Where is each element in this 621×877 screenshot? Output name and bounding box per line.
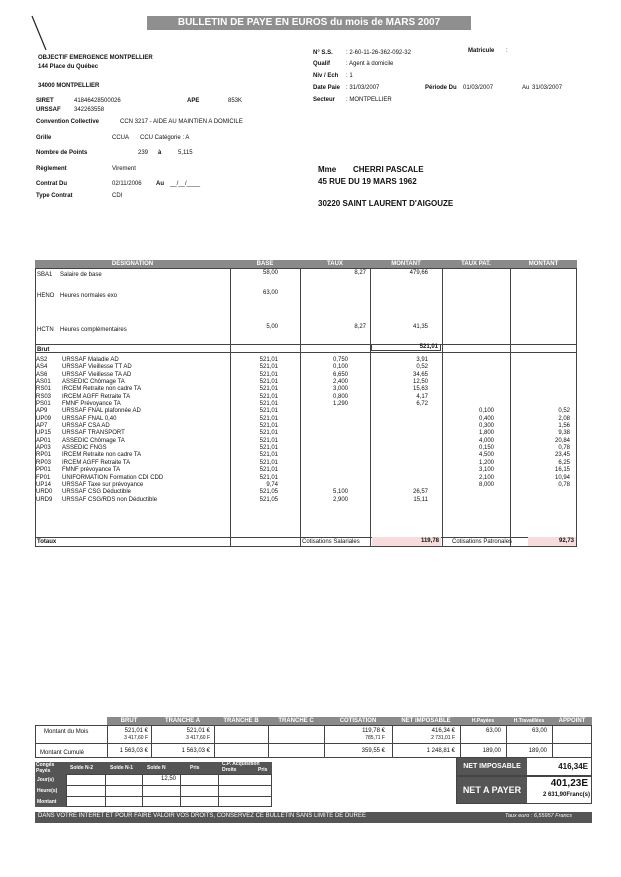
cotisation-label: URSSAF CSG/RDS non Déductible — [62, 496, 158, 503]
ape-label: APE — [187, 98, 200, 104]
urssaf-value: 342263558 — [74, 107, 105, 113]
cotisation-mpat: 6,25 — [558, 459, 570, 466]
cotisation-mpat: 9,38 — [558, 430, 570, 437]
type-label: Type Contrat — [36, 193, 73, 199]
sum-mois-cotis-f: 785,71 F — [365, 735, 385, 741]
cotisation-base: 521,05 — [259, 489, 278, 496]
cotis-montantspat — [512, 357, 570, 504]
cotisation-mpat: 0,78 — [558, 445, 570, 452]
cotisation-taux — [302, 452, 348, 459]
cotisation-mpat — [512, 379, 570, 386]
sum-cotisation-header: COTISATION — [324, 717, 392, 725]
cotisation-code: AS01 — [36, 379, 51, 386]
points-from: 239 — [138, 150, 149, 156]
cotisation-mpat: 10,94 — [554, 474, 570, 481]
sum-hpayees-header: H.Payées — [460, 717, 506, 725]
cotisation-tpat: 0,300 — [478, 423, 494, 430]
periode-label: Période Du — [425, 85, 457, 91]
cotisation-montant — [372, 482, 428, 489]
cotisation-base: 521,01 — [259, 408, 278, 415]
cotisation-mpat: 0,52 — [558, 408, 570, 415]
cotisation-montant: 15,63 — [412, 386, 428, 393]
cotisation-code: AS4 — [36, 364, 48, 371]
conges-row-heures: Heure(s) — [37, 788, 58, 794]
cotisation-montant: 0,52 — [416, 364, 428, 371]
cotisation-code: UP09 — [36, 415, 52, 422]
cotisation-montant — [372, 408, 428, 415]
cotisation-base: 521,01 — [259, 430, 278, 437]
totaux-label: Totaux — [37, 539, 57, 545]
conges-col-n: Solde N — [147, 765, 166, 771]
line-base: 5,00 — [266, 324, 278, 330]
sum-cumul-brut: 1 563,03 € — [119, 748, 148, 754]
cotisation-tpat: 1,200 — [478, 459, 494, 466]
cotisation-label: URSSAF Vieillesse TA AD — [62, 371, 132, 378]
cotisation-taux — [302, 445, 348, 452]
siret-value: 41846428500026 — [74, 98, 121, 104]
employer-city: 34000 MONTPELLIER — [38, 83, 100, 89]
cotisation-montant — [372, 460, 428, 467]
sum-mois-brut: 521,01 € — [124, 728, 148, 734]
cotisation-base: 521,01 — [259, 459, 278, 466]
line-label: Heures normales exo — [60, 293, 118, 299]
cotis-tauxpat — [444, 357, 494, 504]
col-taux-header: TAUX — [300, 260, 370, 268]
cotisation-tpat: 4,000 — [478, 437, 494, 444]
line-base: 63,00 — [262, 290, 278, 296]
cotisation-tpat: 4,500 — [478, 452, 494, 459]
cotisation-tpat — [444, 401, 494, 408]
cotisation-tpat: 2,100 — [478, 474, 494, 481]
sum-mois-hpayees: 63,00 — [485, 728, 501, 734]
cotisation-tpat — [444, 379, 494, 386]
cotisation-mpat — [512, 394, 570, 401]
contrat-label: Contrat Du — [36, 181, 67, 187]
cotisation-mpat — [512, 489, 570, 496]
cotisation-taux: 0,100 — [332, 364, 348, 371]
cotisation-base: 521,01 — [259, 386, 278, 393]
cotisation-tpat: 0,100 — [478, 408, 494, 415]
cotis-sal-label: Cotisations Salariales — [302, 539, 360, 545]
cotisation-label: URSSAF CSA AD — [62, 423, 110, 430]
cotis-pat-value: 92,73 — [528, 537, 576, 546]
cotisation-taux — [302, 416, 348, 423]
reglement-label: Règlement — [36, 166, 67, 172]
cotisation-base: 521,01 — [259, 437, 278, 444]
cotisation-mpat — [512, 497, 570, 504]
footer-notice: DANS VOTRE INTERET ET POUR FAIRE VALOIR VOS DROITS, CONSERVEZ CE BULLETIN SANS LIMITE DE DUREE — [38, 813, 366, 819]
conges-col-n1: Solde N-1 — [110, 765, 134, 771]
cp-col-droits: Droits — [222, 767, 237, 773]
cotisation-taux: 1,290 — [332, 401, 348, 408]
cotisation-taux: 2,400 — [332, 379, 348, 386]
cotisation-label: ASSEDIC Chômage TA — [62, 379, 125, 386]
cotisation-taux — [302, 460, 348, 467]
cotisation-code: AS6 — [36, 371, 48, 378]
cotisation-taux — [302, 423, 348, 430]
conges-row-montant: Montant — [37, 799, 57, 805]
cotisation-taux — [302, 430, 348, 437]
cotisation-taux: 2,900 — [332, 496, 348, 503]
reglement-value: Virement — [112, 166, 136, 172]
cotisation-code: RP03 — [36, 459, 52, 466]
ss-label: N° S.S. — [313, 50, 333, 56]
cotisation-taux: 3,000 — [332, 386, 348, 393]
line-label: Salaire de base — [60, 272, 102, 278]
cotisation-base: 521,01 — [259, 357, 278, 363]
cotisation-tpat — [444, 489, 494, 496]
sum-netimp-header: NET IMPOSABLE — [392, 717, 460, 725]
cotisation-mpat — [512, 364, 570, 371]
sum-mois-netimp-f: 2 731,01 F — [431, 735, 455, 741]
cotisation-montant: 26,57 — [412, 489, 428, 496]
cotisation-code: AP7 — [36, 423, 48, 430]
net-payer-value: 401,23E — [550, 778, 588, 789]
cotisation-montant — [372, 445, 428, 452]
cotisation-base: 521,01 — [259, 379, 278, 386]
cotisation-mpat: 20,84 — [554, 437, 570, 444]
sum-cumul-htrav: 189,00 — [528, 748, 547, 754]
cotisation-montant: 6,72 — [416, 401, 428, 408]
cotisation-tpat: 3,100 — [478, 467, 494, 474]
cotis-bases — [232, 357, 278, 504]
qualif-value: : Agent à domicile — [346, 61, 394, 67]
line-taux: 8,27 — [354, 270, 366, 276]
line-montant: 41,35 — [412, 324, 428, 330]
cotisation-tpat — [444, 364, 494, 371]
cotisation-base: 521,01 — [259, 371, 278, 378]
conges-solde-n-jours: 12,50 — [160, 776, 176, 782]
sum-mois-htrav: 63,00 — [531, 728, 547, 734]
cotisation-montant — [372, 416, 428, 423]
cotisation-mpat — [512, 357, 570, 364]
line-label: Heures complémentaires — [60, 327, 127, 333]
line-code: SBA1 — [37, 272, 53, 278]
line-taux: 8,27 — [354, 324, 366, 330]
cotis-labels — [62, 357, 228, 504]
cotisation-tpat — [444, 497, 494, 504]
urssaf-label: URSSAF — [36, 107, 61, 113]
cotisation-code: AP01 — [36, 437, 51, 444]
cotisation-code: FP01 — [36, 474, 51, 481]
cotisation-code: UP15 — [36, 430, 52, 437]
sum-mois-ta-f: 3 417,60 F — [186, 735, 210, 741]
sum-mois-cotis: 119,78 € — [362, 728, 385, 734]
cotis-montants — [372, 357, 428, 504]
sum-cumul-label: Montant Cumulé — [40, 750, 85, 756]
sum-cumul-netimp: 1 248,81 € — [426, 748, 455, 754]
cotisation-montant — [372, 423, 428, 430]
recipient-city: 30220 SAINT LAURENT D'AIGOUZE — [318, 199, 454, 208]
cotisation-label: UNIFORMATION Formation CDI CDD — [62, 474, 164, 481]
cotisation-montant — [372, 438, 428, 445]
contrat-du: 02/11/2006 — [112, 181, 142, 187]
cotisation-montant — [372, 467, 428, 474]
cotisation-label: FMNF prévoyance TA — [62, 467, 121, 474]
sum-mois-ta: 521,01 € — [186, 728, 210, 734]
sum-mois-brut-f: 3 417,60 F — [124, 735, 148, 741]
cotisation-code: RP01 — [36, 452, 52, 459]
datepaie-value: : 31/03/2007 — [346, 85, 380, 91]
cotisation-tpat: 0,150 — [478, 445, 494, 452]
cotisation-base: 521,01 — [259, 445, 278, 452]
cotisation-code: UP14 — [36, 481, 52, 488]
cotisation-taux: 0,750 — [332, 357, 348, 363]
sum-trancheA-header: TRANCHE A — [151, 717, 214, 725]
niv-label: Niv / Ech — [313, 73, 339, 79]
cotisation-montant: 3,91 — [416, 357, 428, 363]
sum-mois-label: Montant du Mois — [44, 729, 89, 735]
cotis-taux — [302, 357, 348, 504]
sum-appoint-header: APPOINT — [552, 717, 592, 725]
cotisation-mpat: 1,56 — [558, 423, 570, 430]
cotisation-mpat: 23,45 — [554, 452, 570, 459]
cotisation-base: 521,01 — [259, 452, 278, 459]
ss-value: : 2-60-11-26-362-092-32 — [346, 50, 411, 56]
cotisation-label: URSSAF FNAL plafonnée AD — [62, 408, 141, 415]
points-a: à — [158, 150, 162, 156]
page-title: BULLETIN DE PAYE EN EUROS du mois de MARS 2007 — [147, 16, 471, 30]
cotisation-mpat — [512, 386, 570, 393]
cotisation-base: 521,05 — [259, 496, 278, 503]
cotisation-code: AP03 — [36, 445, 51, 452]
cotisation-label: ASSEDIC Chômage TA — [62, 437, 125, 444]
matricule-value: : — [506, 48, 508, 54]
cotisation-base: 521,01 — [259, 474, 278, 481]
cotisation-base: 521,01 — [259, 364, 278, 371]
cotisation-base: 521,01 — [259, 415, 278, 422]
cotisation-taux: 5,100 — [332, 489, 348, 496]
cotisation-base: 521,01 — [259, 467, 278, 474]
cotisation-montant: 12,50 — [412, 379, 428, 386]
cotis-sal-value: 119,78 — [372, 537, 441, 546]
periode-au: 31/03/2007 — [532, 85, 563, 91]
sum-mois-netimp: 416,34 € — [431, 728, 455, 734]
sum-trancheB-header: TRANCHE B — [214, 717, 268, 725]
matricule-label: Matricule — [468, 48, 495, 54]
grille-value: CCUA — [112, 135, 130, 141]
cotisation-taux — [302, 482, 348, 489]
cotisation-label: ASSEDIC FNGS — [62, 445, 107, 452]
cotisation-code: AS2 — [36, 357, 48, 363]
cotisation-label: IRCEM AGFF Retraite TA — [62, 393, 131, 400]
sum-cumul-cotis: 359,55 € — [361, 748, 385, 754]
col-montantpat-header: MONTANT — [510, 260, 577, 268]
line-code: HENO — [37, 293, 55, 299]
cotisation-tpat: 0,400 — [478, 415, 494, 422]
cotisation-taux — [302, 475, 348, 482]
cotisation-label: URSSAF TRANSPORT — [62, 430, 125, 437]
cotisation-tpat — [444, 386, 494, 393]
qualif-label: Qualif — [313, 61, 331, 67]
niv-value: : 1 — [346, 73, 353, 79]
cotisation-base: 9,74 — [266, 481, 278, 488]
sum-htrav-header: H.Travaillées — [506, 717, 552, 725]
sum-brut-header: BRUT — [107, 717, 151, 725]
cotisation-code: URD9 — [36, 496, 53, 503]
ape-value: 853K — [228, 98, 243, 104]
cotisation-code: RS03 — [36, 393, 52, 400]
cotisation-base: 521,01 — [259, 423, 278, 430]
employer-name: OBJECTIF EMERGENCE MONTPELLIER — [38, 55, 153, 61]
sum-cumul-ta: 1 563,03 € — [181, 748, 210, 754]
net-imposable-value: 416,34E — [558, 762, 588, 771]
points-label: Nombre de Points — [36, 150, 88, 156]
cotisation-label: URSSAF FNAL 0,40 — [62, 415, 117, 422]
cotisation-montant — [372, 475, 428, 482]
cotisation-taux — [302, 438, 348, 445]
conges-col-n2: Solde N-2 — [70, 765, 94, 771]
points-to: 5,115 — [178, 150, 193, 156]
line-base: 58,00 — [262, 270, 278, 276]
periode-au-label: Au — [522, 85, 530, 91]
col-base-header: BASE — [230, 260, 300, 268]
cotisation-montant: 4,17 — [416, 393, 428, 400]
type-value: CDI — [112, 193, 123, 199]
cotisation-label: URSSAF Vieillesse TT AD — [62, 364, 132, 371]
sum-trancheC-header: TRANCHE C — [268, 717, 324, 725]
secteur-value: : MONTPELLIER — [346, 97, 392, 103]
cotisation-montant: 34,65 — [412, 371, 428, 378]
net-imposable-label: NET IMPOSABLE — [457, 758, 527, 775]
cotisation-code: RS01 — [36, 386, 52, 393]
cotisation-montant: 15,11 — [413, 496, 428, 503]
cotisation-label: URSSAF Maladie AD — [62, 357, 119, 363]
cotisation-label: IRCEM Retraite non cadre TA — [62, 452, 142, 459]
sum-cumul-hpayees: 189,00 — [482, 748, 501, 754]
conges-row-jours: Jour(s) — [37, 777, 54, 783]
cotisation-label: FMNF Prévoyance TA — [62, 401, 121, 408]
grille-label: Grille — [36, 135, 52, 141]
convention-value: CCN 3217 - AIDE AU MAINTIEN A DOMICILE — [120, 119, 243, 125]
cotisation-label: IRCEM Retraite non cadre TA — [62, 386, 142, 393]
col-montant-header: MONTANT — [370, 260, 442, 268]
employer-street: 144 Place du Québec — [38, 64, 99, 70]
cotisation-tpat: 8,000 — [478, 481, 494, 488]
cotisation-base: 521,01 — [259, 401, 278, 408]
cotisation-tpat — [444, 372, 494, 379]
cp-col-pris: Pris — [258, 767, 268, 773]
cotisation-mpat: 16,15 — [554, 467, 570, 474]
cotisation-mpat: 2,08 — [558, 415, 570, 422]
cotisation-mpat — [512, 372, 570, 379]
cotisation-tpat — [444, 357, 494, 364]
datepaie-label: Date Paie — [313, 85, 341, 91]
cotisation-code: PP01 — [36, 467, 51, 474]
periode-du: 01/03/2007 — [463, 85, 494, 91]
convention-label: Convention Collective — [36, 119, 100, 125]
cotisation-mpat — [512, 401, 570, 408]
conges-col-pris: Pris — [190, 765, 200, 771]
cotisation-label: IRCEM AGFF Retraite TA — [62, 459, 131, 466]
recipient-street: 45 RUE DU 19 MARS 1962 — [318, 177, 417, 186]
contrat-au-label: Au — [156, 181, 164, 187]
line-code: HCTN — [37, 327, 54, 333]
siret-label: SIRET — [36, 98, 54, 104]
col-tauxpat-header: TAUX PAT. — [442, 260, 510, 268]
categorie-value: CCU Catégorie : A — [140, 135, 190, 141]
cotisation-code: URD0 — [36, 489, 53, 496]
recipient-civ: Mme — [318, 165, 337, 174]
cotisation-taux — [302, 408, 348, 415]
net-payer-francs: 2 631,90Franc(s) — [542, 792, 590, 798]
cotisation-taux — [302, 467, 348, 474]
cotis-pat-label: Cotisations Patronales — [452, 539, 513, 545]
cotisation-mpat: 0,78 — [558, 481, 570, 488]
cotisation-montant — [372, 452, 428, 459]
cotisation-label: URSSAF CSG Déductible — [62, 489, 132, 496]
cotisation-code: AP9 — [36, 408, 48, 415]
footer-taux-euro: Taux euro : 6,55957 Francs — [505, 813, 573, 819]
recipient-name: CHERRI PASCALE — [353, 165, 424, 174]
corner-mark-icon — [30, 14, 50, 54]
cotisation-tpat: 1,800 — [478, 430, 494, 437]
brut-value: 521,01 — [419, 344, 438, 350]
conges-header: Congés Payés — [36, 762, 55, 774]
cotisation-taux: 6,650 — [332, 371, 348, 378]
cotisation-base: 521,01 — [259, 393, 278, 400]
line-montant: 479,66 — [409, 270, 428, 276]
brut-label: Brut — [37, 347, 50, 353]
cotisation-label: URSSAF Taxe sur prévoyance — [62, 481, 144, 488]
cotisation-code: PS01 — [36, 401, 51, 408]
net-payer-label: NET A PAYER — [457, 777, 527, 803]
cp-header: C.P. Acquisition — [222, 761, 260, 767]
cotisation-tpat — [444, 394, 494, 401]
secteur-label: Secteur — [313, 97, 336, 103]
contrat-au: __/__/____ — [170, 181, 201, 187]
cotisation-montant — [372, 430, 428, 437]
cotisation-taux: 0,800 — [332, 393, 348, 400]
col-designation-header: DESIGNATION — [35, 260, 230, 268]
